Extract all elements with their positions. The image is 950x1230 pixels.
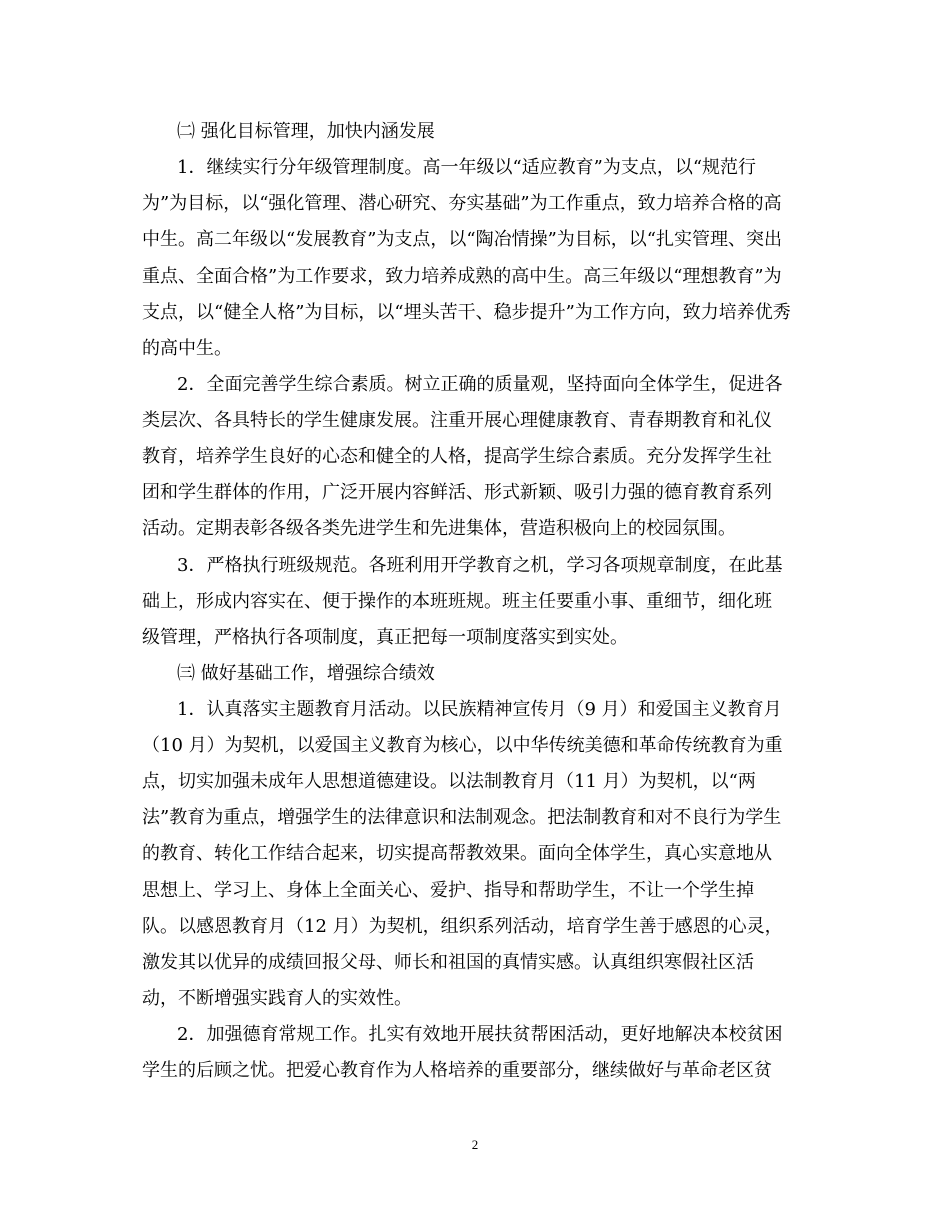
paragraph-line: 支点，以“健全人格”为目标，以“埋头苦干、稳步提升”为工作方向，致力培养优秀 xyxy=(142,302,791,323)
paragraph-line: 的高中生。 xyxy=(142,338,232,359)
paragraph-line: 活动。定期表彰各级各类先进学生和先进集体，营造积极向上的校园氛围。 xyxy=(142,518,736,539)
paragraph-line: 1．继续实行分年级管理制度。高一年级以“适应教育”为支点，以“规范行 xyxy=(177,157,757,178)
paragraph-line: 法”教育为重点，增强学生的法律意识和法制观念。把法制教育和对不良行为学生 xyxy=(142,807,782,828)
paragraph-line: 激发其以优异的成绩回报父母、师长和祖国的真情实感。认真组织寒假社区活 xyxy=(142,952,754,973)
paragraph-line: 础上，形成内容实在、便于操作的本班班规。班主任要重小事、重细节，细化班 xyxy=(142,591,772,612)
paragraph-line: 点，切实加强未成年人思想道德建设。以法制教育月（11 月）为契机，以“两 xyxy=(142,771,756,792)
paragraph-line: 2．全面完善学生综合素质。树立正确的质量观，坚持面向全体学生，促进各 xyxy=(177,374,783,395)
paragraph-line: 团和学生群体的作用，广泛开展内容鲜活、形式新颖、吸引力强的德育教育系列 xyxy=(142,482,772,503)
page-number: 2 xyxy=(471,1137,479,1152)
section-heading-3: ㈢ 做好基础工作，增强综合绩效 xyxy=(177,663,435,684)
paragraph-line: 中生。高二年级以“发展教育”为支点，以“陶冶情操”为目标，以“扎实管理、突出 xyxy=(142,229,783,250)
paragraph-line: （10 月）为契机，以爱国主义教育为核心，以中华传统美德和革命传统教育为重 xyxy=(142,735,783,756)
paragraph-line: 重点、全面合格”为工作要求，致力培养成熟的高中生。高三年级以“理想教育”为 xyxy=(142,266,782,287)
paragraph-line: 学生的后顾之忧。把爱心教育作为人格培养的重要部分，继续做好与革命老区贫 xyxy=(142,1060,772,1081)
paragraph-line: 2．加强德育常规工作。扎实有效地开展扶贫帮困活动，更好地解决本校贫困 xyxy=(177,1024,783,1045)
paragraph-line: 3．严格执行班级规范。各班利用开学教育之机，学习各项规章制度，在此基 xyxy=(177,555,783,576)
paragraph-line: 1．认真落实主题教育月活动。以民族精神宣传月（9 月）和爱国主义教育月 xyxy=(177,699,782,720)
paragraph-line: 思想上、学习上、身体上全面关心、爱护、指导和帮助学生，不让一个学生掉 xyxy=(142,880,754,901)
paragraph-line: 为”为目标，以“强化管理、潜心研究、夯实基础”为工作重点，致力培养合格的高 xyxy=(142,193,782,214)
paragraph-line: 教育，培养学生良好的心态和健全的人格，提高学生综合素质。充分发挥学生社 xyxy=(142,446,772,467)
paragraph-line: 队。以感恩教育月（12 月）为契机，组织系列活动，培育学生善于感恩的心灵， xyxy=(142,916,783,937)
paragraph-line: 动，不断增强实践育人的实效性。 xyxy=(142,988,412,1009)
paragraph-line: 级管理，严格执行各项制度，真正把每一项制度落实到实处。 xyxy=(142,627,628,648)
paragraph-line: 的教育、转化工作结合起来，切实提高帮教效果。面向全体学生，真心实意地从 xyxy=(142,843,772,864)
section-heading-2: ㈡ 强化目标管理，加快内涵发展 xyxy=(177,121,435,142)
paragraph-line: 类层次、各具特长的学生健康发展。注重开展心理健康教育、青春期教育和礼仪 xyxy=(142,410,772,431)
